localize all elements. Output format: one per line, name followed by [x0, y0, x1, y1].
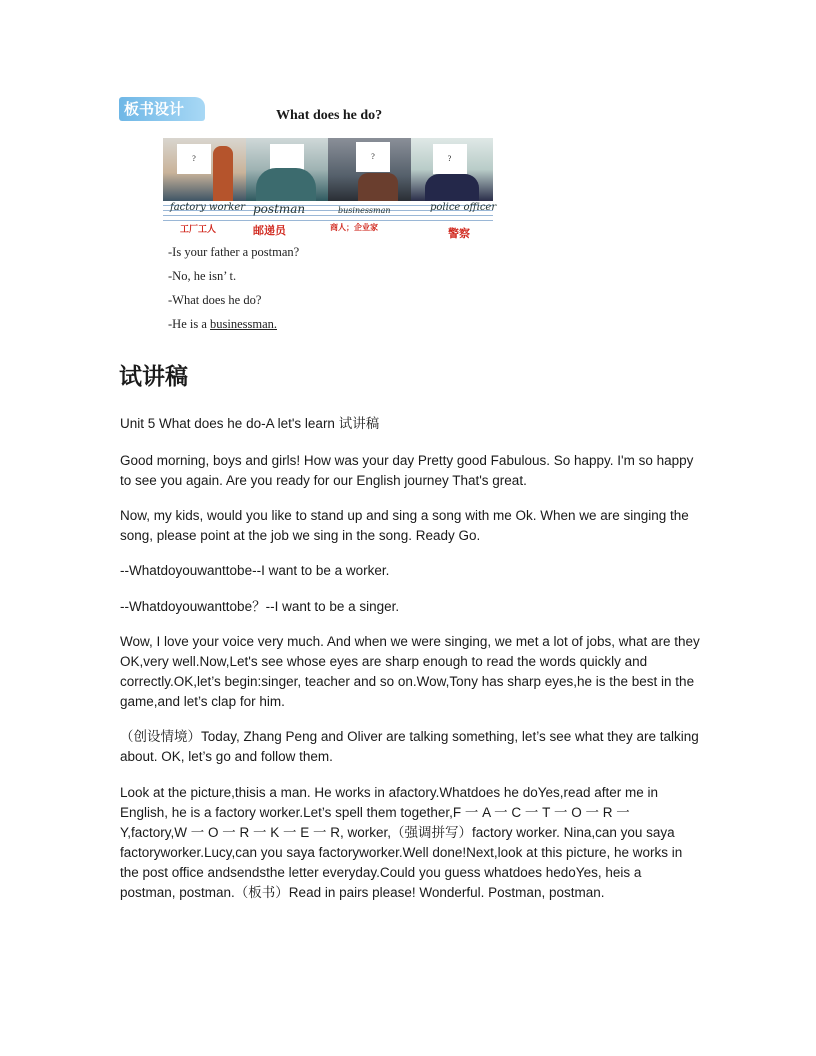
- label-factory-worker: factory worker: [170, 202, 246, 213]
- dialog-line-2: -No, he isn’ t.: [168, 269, 237, 283]
- paragraph-game: Wow, I love your voice very much. And when we were singing, we met a lot of jobs, what are they OK,very well.Now,Let's see whose eyes are sharp enough to read the words quickly and correctly.OK,let’s begin:singer, teacher and so on.Wow,Tony has sharp eyes,he is the best in the game,and let’s clap for him.: [120, 634, 700, 709]
- zh-police-officer: 警察: [448, 227, 470, 240]
- dialog-line-1: -Is your father a postman?: [168, 245, 300, 259]
- question-mark: ?: [356, 142, 390, 172]
- paragraph-greeting: Good morning, boys and girls! How was your day Pretty good Fabulous. So happy. I'm so happy to see you again. Are you ready for our English journey That's great.: [120, 453, 694, 488]
- dialog-line-3: -What does he do?: [168, 293, 262, 307]
- question-mark: ?: [433, 144, 467, 174]
- paragraph-song-line-2: --Whatdoyouwanttobe？--I want to be a singer.: [120, 599, 400, 614]
- board-design-tag: 板书设计: [119, 97, 205, 121]
- question-mark: ?: [177, 144, 211, 174]
- label-postman: postman: [253, 202, 306, 216]
- postman-picture: [246, 138, 329, 201]
- businessman-picture: [328, 138, 411, 201]
- factory-worker-picture: [163, 138, 246, 201]
- zh-factory-worker: 工厂工人: [180, 225, 217, 235]
- dialog-answer-underlined: businessman.: [210, 317, 278, 331]
- zh-businessman: 商人；企业家: [330, 223, 378, 232]
- label-businessman: businessman: [338, 206, 391, 215]
- label-police-officer: police officer: [430, 202, 497, 213]
- paragraph-situation: （创设情境）Today, Zhang Peng and Oliver are talking something, let’s see what they are talking about. OK, let’s go and follow them.: [120, 729, 699, 764]
- job-pictures: [163, 138, 493, 201]
- dialog-line-4: [168, 317, 277, 332]
- police-officer-picture: [411, 138, 494, 201]
- paragraph-title: Unit 5 What does he do-A let's learn 试讲稿: [120, 416, 380, 431]
- dialog-line-4-prefix: -He is a: [168, 317, 210, 331]
- paragraph-song-line-1: --Whatdoyouwanttobe--I want to be a worker.: [120, 563, 390, 578]
- paragraph-song: Now, my kids, would you like to stand up and sing a song with me Ok. When we are singing the song, please point at the job we sing in the song. Ready Go.: [120, 508, 689, 543]
- board-title: What does he do?: [276, 108, 383, 123]
- page-heading: 试讲稿: [119, 364, 188, 390]
- paragraph-factory-worker: Look at the picture,thisis a man. He works in afactory.Whatdoes he doYes,read after me in English, he is a factory worker.Let’s spell them together,F 一 A 一 C 一 T 一 O 一 R 一 Y,factory,W 一 O 一 R 一 K 一 E 一 R, worker,（强调拼写）factory worker. Nina,can you saya factoryworker.Lucy,can you saya factoryworker.Well done!Next,look at this picture, he works in the post office andsendsthe letter everyday.Could you guess whatdoes hedoYes, heis a postman, postman.（板书）Read in pairs please! Wonderful. Postman, postman.: [120, 785, 683, 900]
- zh-postman: 邮递员: [253, 224, 286, 237]
